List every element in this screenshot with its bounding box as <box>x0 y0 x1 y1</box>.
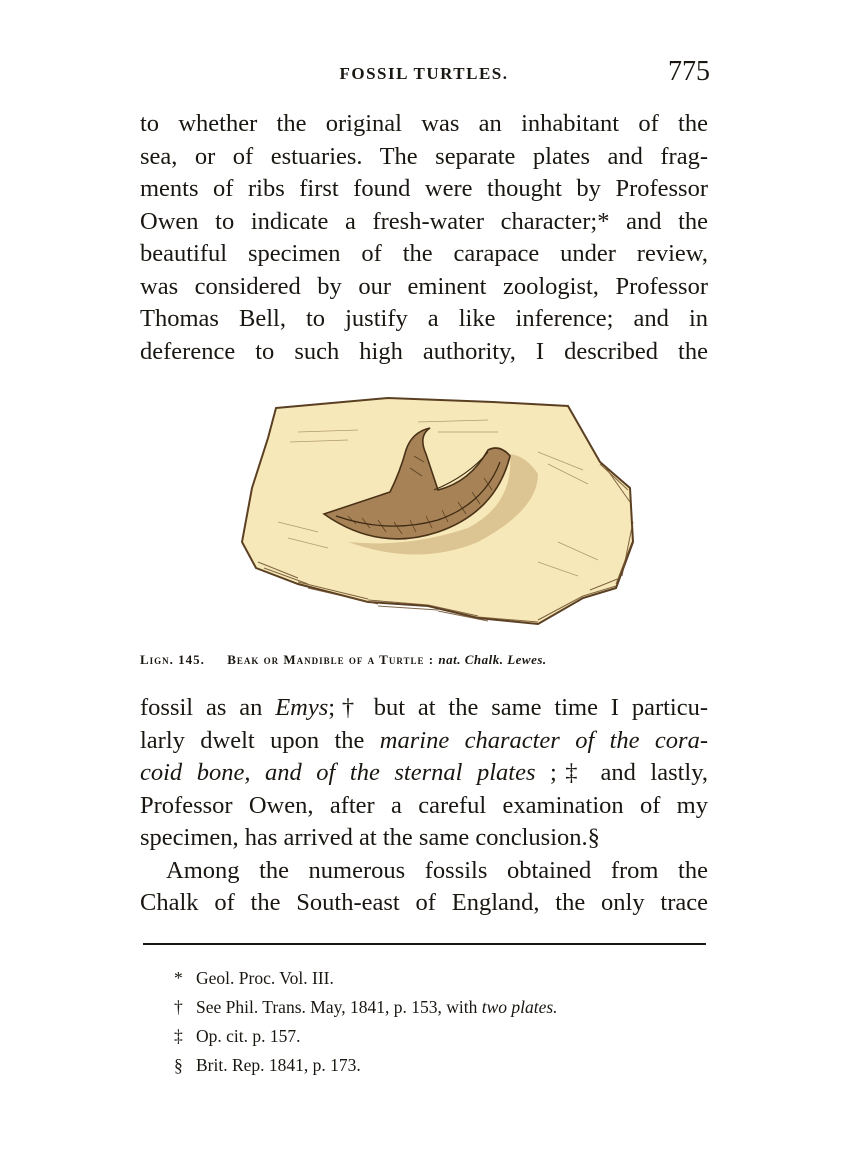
footnote: ‡ Op. cit. p. 157. <box>174 1026 301 1046</box>
footnote: § Brit. Rep. 1841, p. 173. <box>174 1055 361 1075</box>
figure-caption <box>140 652 708 668</box>
caption-title: Beak or Mandible of a Turtle : <box>227 652 435 667</box>
text-line: Chalk of the South-east of England, the only trace <box>140 889 708 916</box>
text-line: larly dwelt upon the marine character of the cora- <box>140 726 709 754</box>
text-line: specimen, has arrived at the same conclusion.§ <box>140 824 600 851</box>
text-line: sea, or of estuaries. The separate plates and frag- <box>140 142 708 170</box>
text-line: coid bone, and of the sternal plates ;‡ and lastly, <box>140 759 709 786</box>
footnotes <box>174 964 714 1080</box>
page-number: 775 <box>668 56 710 87</box>
text-line: fossil as an Emys;† but at the same time I particu- <box>140 694 709 721</box>
caption-label: Lign. 145. <box>140 652 205 667</box>
turtle-beak-illustration <box>238 392 638 632</box>
paragraph-bottom <box>140 692 708 920</box>
text-line: to whether the original was an inhabitant of the <box>140 110 708 137</box>
text-line: was considered by our eminent zoologist, Professor <box>140 272 708 300</box>
paragraph-top <box>140 108 708 368</box>
text-line: deference to such high authority, I described the <box>140 337 708 365</box>
footnote-rule <box>143 943 706 945</box>
text-line: ments of ribs first found were thought by Professor <box>140 175 708 202</box>
running-title: FOSSIL TURTLES. <box>339 64 509 83</box>
caption-note: nat. Chalk. Lewes. <box>438 652 547 667</box>
text-line: Thomas Bell, to justify a like inference; and in <box>140 305 708 332</box>
text-line: Owen to indicate a fresh-water character;* and the <box>140 207 708 235</box>
footnote: * Geol. Proc. Vol. III. <box>174 968 334 988</box>
text-line: beautiful specimen of the carapace under review, <box>140 240 708 267</box>
footnote: † See Phil. Trans. May, 1841, p. 153, with two plates. <box>174 997 558 1017</box>
text-line: Among the numerous fossils obtained from the <box>166 856 708 884</box>
text-line: Professor Owen, after a careful examination of my <box>140 791 708 819</box>
running-head <box>138 56 710 92</box>
